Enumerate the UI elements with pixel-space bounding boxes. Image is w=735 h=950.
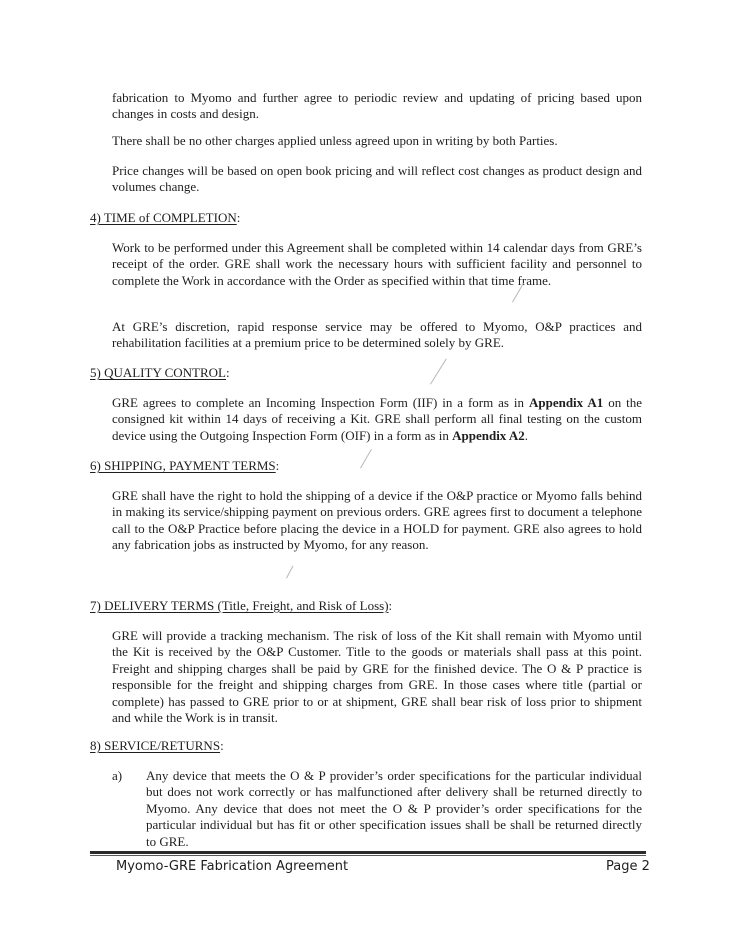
section-4-paragraph-1: Work to be performed under this Agreement shall be completed within 14 calendar days from GRE’s receipt of the order. GRE shall work the necessary hours with sufficient facility and personnel to complete the Work in accordance with the Order as specified within that time frame. — [112, 240, 642, 288]
list-item-marker: a) — [112, 768, 123, 783]
section-6-heading: 6) SHIPPING, PAYMENT TERMS: — [90, 458, 280, 473]
scan-artifact-line — [286, 566, 293, 579]
section-7-heading: 7) DELIVERY TERMS (Title, Freight, and Risk of Loss): — [90, 598, 393, 613]
section-8-heading: 8) SERVICE/RETURNS: — [90, 738, 224, 753]
intro-paragraph-1: fabrication to Myomo and further agree to periodic review and updating of pricing based upon changes in costs and design. — [112, 90, 642, 122]
intro-paragraph-3: Price changes will be based on open book pricing and will reflect cost changes as product design and volumes change. — [112, 163, 642, 195]
section-5-heading: 5) QUALITY CONTROL: — [90, 365, 230, 380]
section-6-heading-text: 6) SHIPPING, PAYMENT TERMS — [90, 458, 276, 473]
section-7-heading-text: 7) DELIVERY TERMS (Title, Freight, and Risk of Loss) — [90, 598, 389, 613]
section-6-paragraph: GRE shall have the right to hold the shipping of a device if the O&P practice or Myomo falls behind in making its service/shipping payment on previous orders. GRE agrees first to document a telephone call to the O&P Practice before placing the device in a HOLD for payment. GRE also agrees to hold any fabrication jobs as instructed by Myomo, for any reason. — [112, 488, 642, 553]
section-5-paragraph — [112, 395, 642, 444]
section-5-text-b: on the consigned kit within 14 days of receiving a Kit. GRE shall perform all final testing on the custom device using the Outgoing Inspection Form (OIF) in a form as in — [112, 395, 642, 443]
scan-artifact-line — [360, 449, 372, 469]
section-4-paragraph-2: At GRE’s discretion, rapid response service may be offered to Myomo, O&P practices and rehabilitation facilities at a premium price to be determined solely by GRE. — [112, 319, 642, 351]
section-8-heading-text: 8) SERVICE/RETURNS — [90, 738, 221, 753]
footer-page-number: Page 2 — [606, 859, 650, 874]
section-5-heading-text: 5) QUALITY CONTROL — [90, 365, 226, 380]
footer-rule-secondary — [90, 855, 646, 856]
list-item-text: Any device that meets the O & P provider’s order specifications for the particular individual but does not work correctly or has malfunctioned after delivery shall be returned directly to Myomo. Any device that does not meet the O & P provider’s order specifications for the particular individual but has fit or other specification issues shall be shall be returned directly to GRE. — [146, 768, 642, 849]
footer-document-title: Myomo-GRE Fabrication Agreement — [116, 859, 349, 874]
appendix-a2-reference: Appendix A2 — [452, 427, 525, 443]
appendix-a1-reference: Appendix A1 — [528, 395, 604, 410]
section-5-text-a: GRE agrees to complete an Incoming Inspection Form (IIF) in a form as in — [112, 395, 529, 410]
scan-artifact-line — [430, 359, 447, 385]
section-4-heading-text: 4) TIME of COMPLETION — [90, 210, 237, 225]
section-4-heading: 4) TIME of COMPLETION: — [90, 210, 241, 225]
section-7-paragraph: GRE will provide a tracking mechanism. The risk of loss of the Kit shall remain with Myomo until the Kit is received by the O&P Customer. Title to the goods or materials shall pass at this point. Freight and shipping charges shall be paid by GRE for the finished device. The O & P practice is responsible for the freight and shipping charges from GRE. In those cases where title (partial or complete) has passed to GRE prior to or at shipment, GRE shall bear risk of loss prior to shipment and while the Work is in transit. — [112, 628, 642, 726]
section-5-text-c: . — [524, 427, 528, 443]
intro-paragraph-2: There shall be no other charges applied unless agreed upon in writing by both Parties. — [112, 133, 558, 148]
footer-rule — [90, 851, 646, 854]
